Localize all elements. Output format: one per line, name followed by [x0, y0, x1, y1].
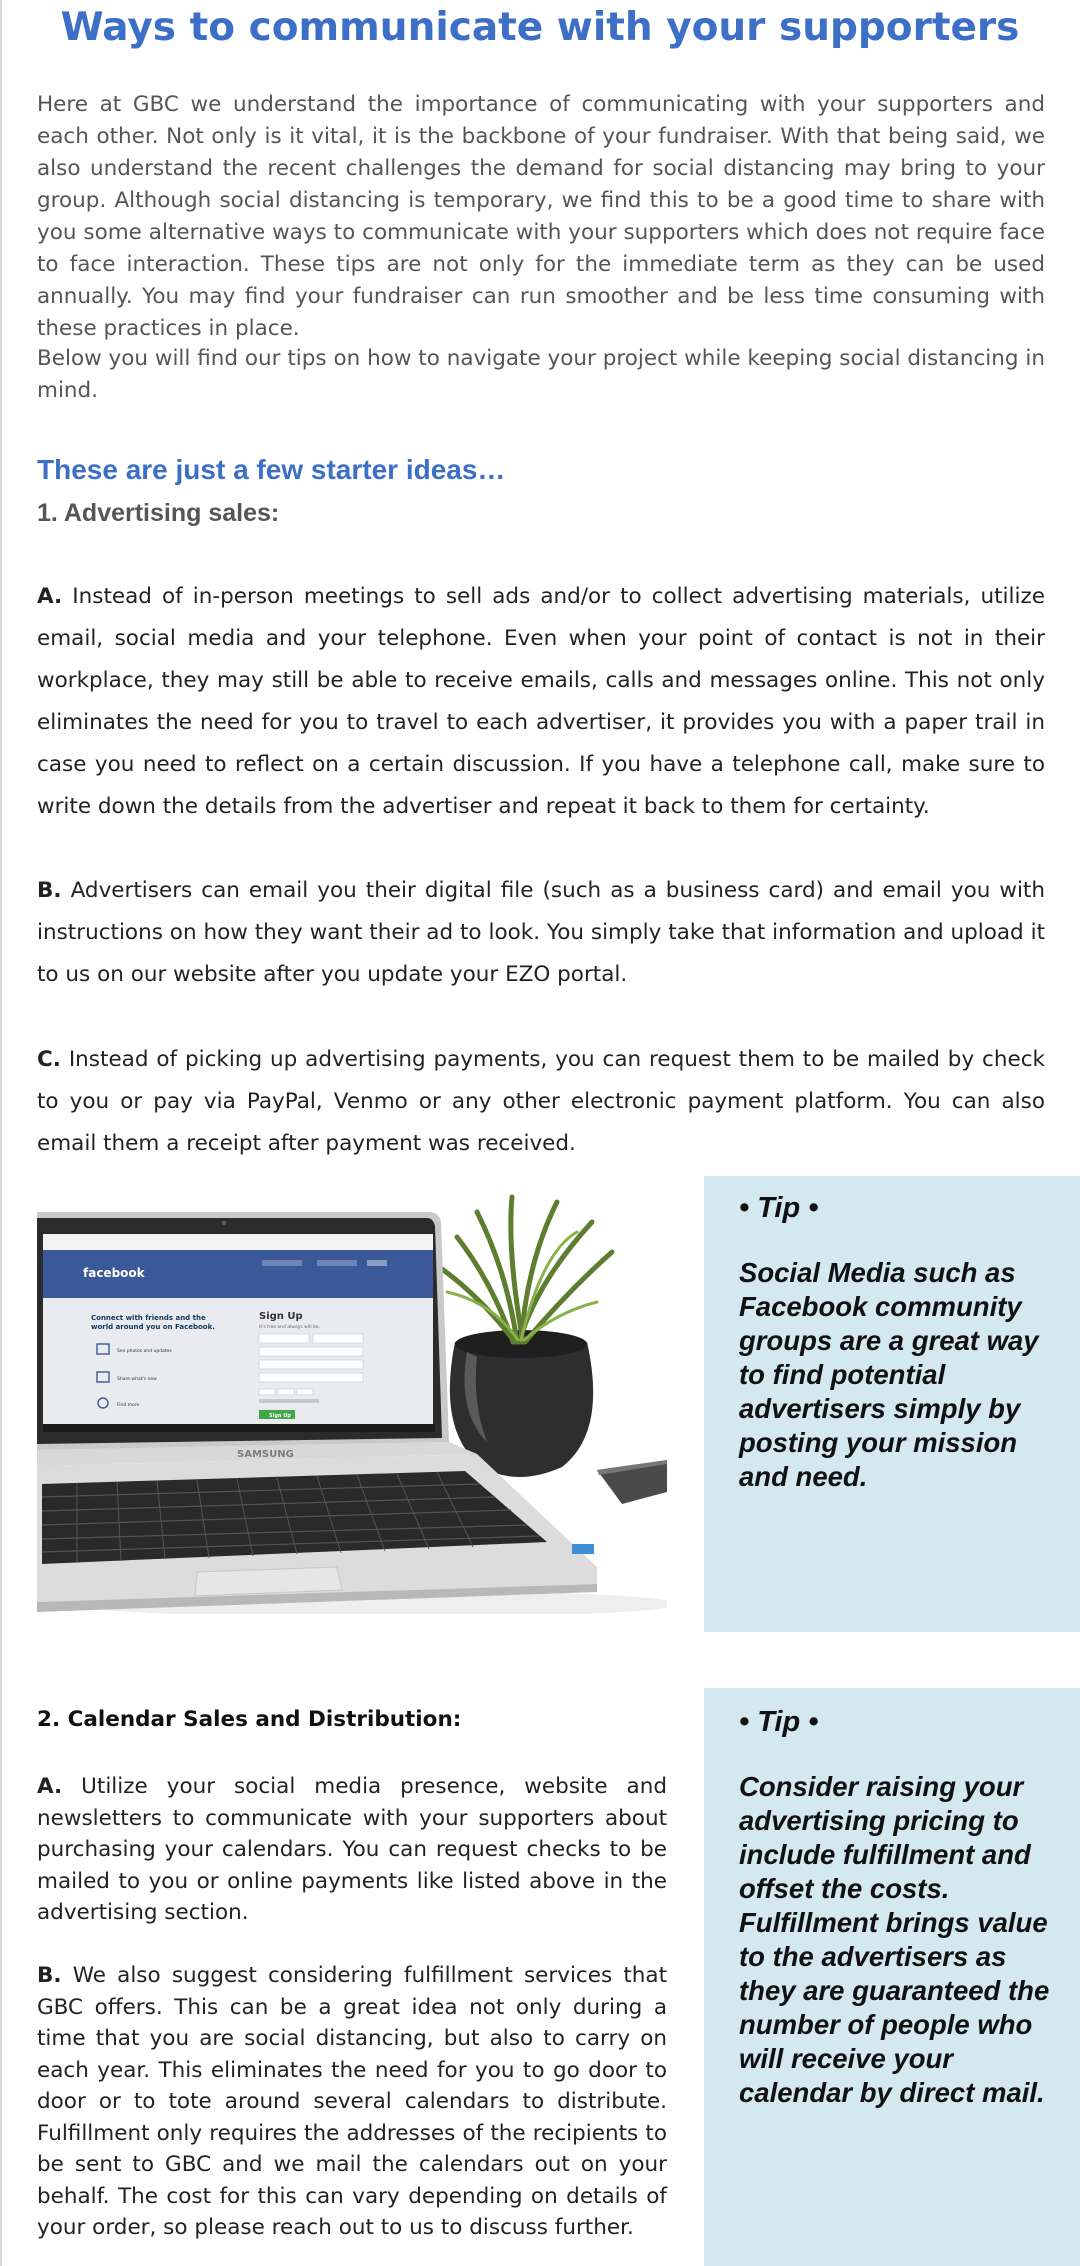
item-marker: B. [37, 878, 62, 903]
advertising-item-c [37, 1039, 1045, 1165]
calendar-sales-heading: 2. Calendar Sales and Distribution: [37, 1707, 462, 1732]
item-marker: A. [37, 1774, 63, 1799]
item-marker: B. [37, 1963, 62, 1988]
item-marker: C. [37, 1047, 61, 1072]
intro-paragraph-2: Below you will find our tips on how to navigate your project while keeping social distancing in mind. [37, 346, 1045, 403]
advertising-sales-heading: 1. Advertising sales: [37, 499, 280, 527]
item-text: We also suggest considering fulfillment services that GBC offers. This can be a great idea not only during a time that you are social distancing, but also to carry on each year. This eliminates the need for you to go door to door or to tote around several calendars to distribute. Fulfillment only requires the addresses of the recipients to be sent to GBC and we mail the calendars out on your behalf. The cost for this can vary depending on details of your order, so please reach out to us to discuss further. [37, 1963, 668, 2240]
starter-ideas-heading: These are just a few starter ideas… [37, 454, 506, 485]
laptop-brand: SAMSUNG [237, 1449, 294, 1460]
tip-text: Social Media such as Facebook community groups are a great way to find potential advertisers simply by posting your mission and need. [739, 1257, 1039, 1492]
laptop-illustration [37, 1192, 667, 1614]
page-edge-divider [0, 0, 2, 2266]
tip-box-social-media [704, 1176, 1080, 1632]
calendar-item-b [37, 1960, 667, 2244]
intro-paragraph-1: Here at GBC we understand the importance of communicating with your supporters and each other. Not only is it vital, it is the backbone of your fundraiser. With that being said, we also understand the recent challenges the demand for social distancing may bring to your group. Although social distancing is temporary, we find this to be a good time to share with you some alternative ways to communicate with your supporters which does not require face to face interaction. These tips are not only for the immediate term as they can be used annually. You may find your fundraiser can run smoother and be less time consuming with these practices in place. [37, 92, 1045, 341]
signup-button-label: Sign Up [269, 1413, 291, 1419]
signup-subheading: It's free and always will be. [259, 1325, 321, 1330]
laptop-plant-photo [37, 1192, 667, 1614]
facebook-tagline: Connect with friends and the world around you on Facebook. [91, 1314, 215, 1331]
facebook-logo: facebook [83, 1266, 145, 1280]
calendar-item-a [37, 1771, 667, 1929]
item-text: Instead of in-person meetings to sell ads and/or to collect advertising materials, utilize email, social media and your telephone. Even when your point of contact is not in their workplace, they may still be able to receive emails, calls and messages online. This not only eliminates the need for you to travel to each advertiser, it provides you with a paper trail in case you need to reflect on a certain discussion. If you have a telephone call, make sure to write down the details from the advertiser and repeat it back to them for certainty. [37, 584, 1045, 819]
tip-text: Consider raising your advertising pricing to include fulfillment and offset the costs. Fulfillment brings value to the advertisers as they are guaranteed the number of people who will receive your calendar by direct mail. [739, 1771, 1050, 2108]
feature-line-2: Share what's new [117, 1377, 157, 1382]
page-title: Ways to communicate with your supporters [60, 5, 1020, 50]
item-text: Instead of picking up advertising payments, you can request them to be mailed by check to you or pay via PayPal, Venmo or any other electronic payment platform. You can also email them a receipt after payment was received. [37, 1047, 1045, 1156]
tip-label: • Tip • [739, 1192, 819, 1224]
item-text: Advertisers can email you their digital file (such as a business card) and email you with instructions on how they want their ad to look. You simply take that information and upload it to us on our website after you update your EZO portal. [37, 878, 1045, 987]
advertising-item-b [37, 870, 1045, 996]
item-marker: A. [37, 584, 63, 609]
signup-heading: Sign Up [259, 1311, 303, 1322]
feature-line-3: Find more [117, 1403, 140, 1408]
feature-line-1: See photos and updates [117, 1349, 172, 1354]
tip-label: • Tip • [739, 1706, 819, 1738]
tip-box-fulfillment [704, 1688, 1080, 2266]
item-text: Utilize your social media presence, website and newsletters to communicate with your supporters about purchasing your calendars. You can request checks to be mailed to you or online payments like listed above in the advertising section. [37, 1774, 667, 1925]
advertising-item-a [37, 576, 1045, 828]
